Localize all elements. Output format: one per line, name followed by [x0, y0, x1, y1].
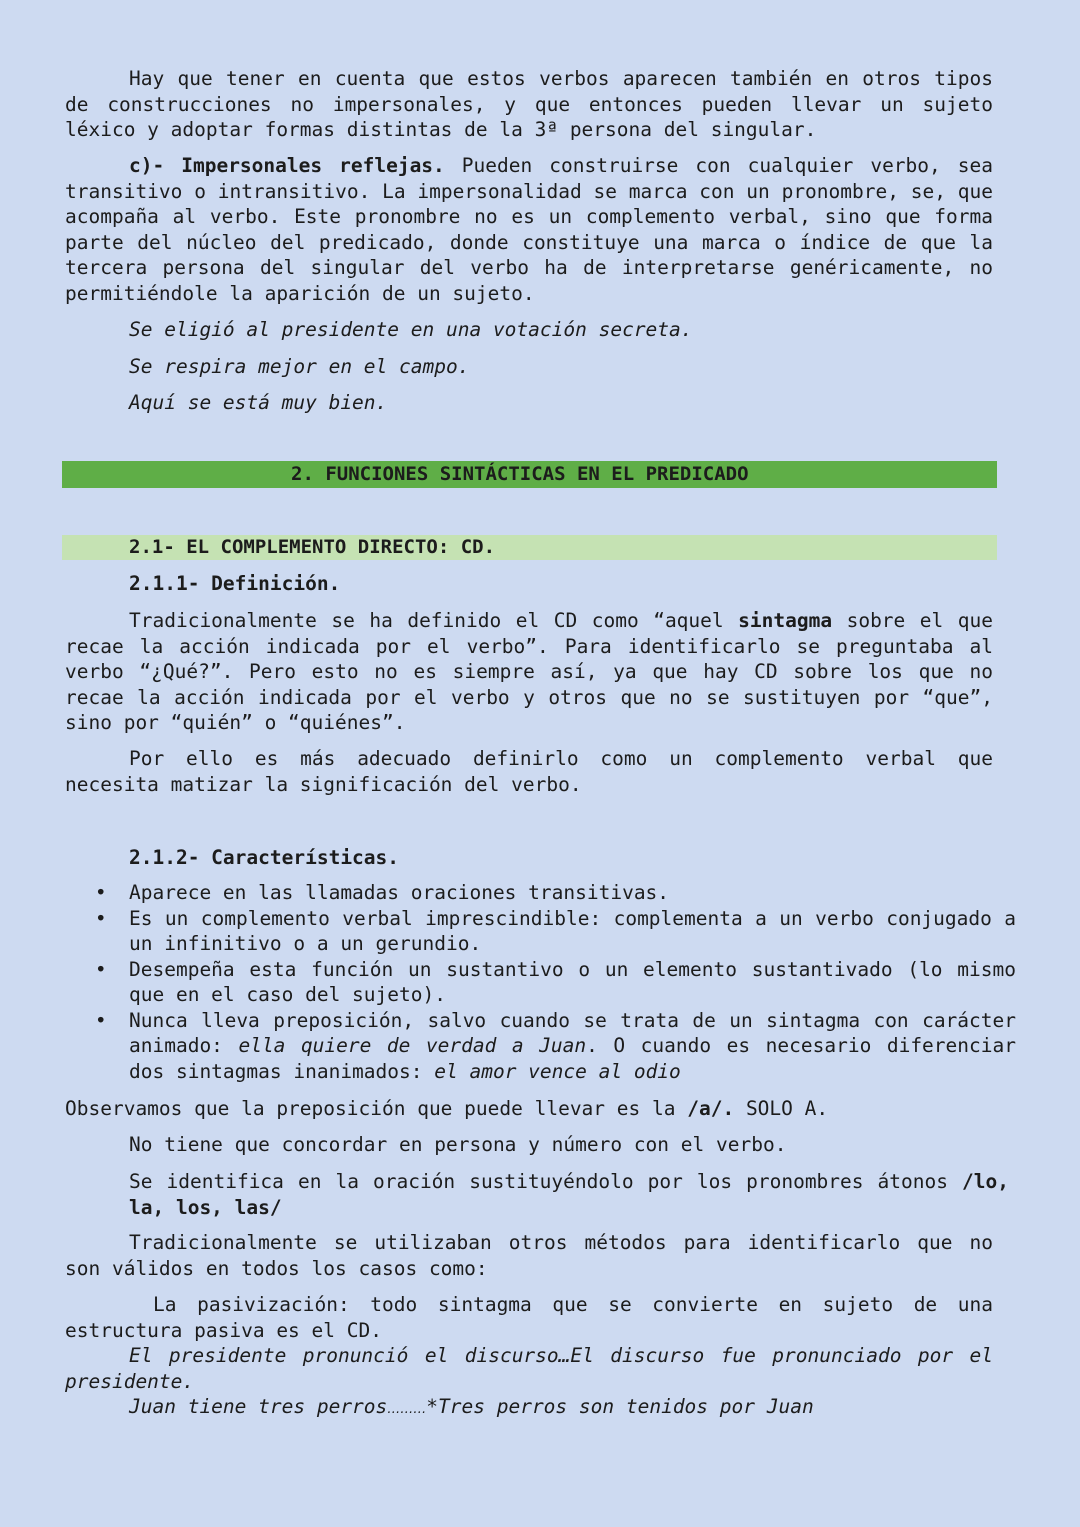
concordar-line: No tiene que concordar en persona y número con el verbo.: [129, 1133, 787, 1156]
observamos-text: SOLO A.: [734, 1097, 829, 1120]
example-text: *Tres perros son tenidos por Juan: [426, 1395, 814, 1418]
definicion-paragraph-1: [65, 608, 993, 736]
definicion-text: sobre el que recae la acción indicada por el verbo”. Para identificarlo se preguntaba al verbo “¿Qué?”. Pero esto no es siempre así, ya que hay CD sobre los que no recae la acción indicada por el verbo y otros que no se sustituyen por “que”, sino por “quién” o “quiénes”.: [65, 609, 994, 734]
list-item: [0, 957, 1016, 1008]
definicion-text: Tradicionalmente se ha definido el CD como “aquel: [129, 609, 739, 632]
intro-paragraph: Hay que tener en cuenta que estos verbos aparecen también en otros tipos de construcciones no impersonales, y que entonces pueden llevar un sujeto léxico y adoptar formas distintas de la 3ª persona del singular.: [65, 67, 993, 141]
example-dots: ………: [387, 1402, 427, 1417]
identifica-bold: /lo, la, los, las/: [129, 1170, 1009, 1219]
section-2-header: [62, 461, 997, 488]
example-sentence: Aquí se está muy bien.: [129, 391, 388, 414]
pasivizacion-paragraph: La pasivización: todo sintagma que se convierte en sujeto de una estructura pasiva es el CD.: [65, 1293, 993, 1342]
section-2-title: 2. FUNCIONES SINTÁCTICAS EN EL PREDICADO: [291, 463, 749, 485]
section-2-1-header: [62, 535, 997, 560]
caracteristicas-heading: 2.1.2- Características.: [129, 846, 400, 869]
definicion-bold-term: sintagma: [738, 609, 833, 632]
caracteristicas-list: [0, 880, 1016, 1084]
example-sentence: Se eligió al presidente en una votación secreta.: [129, 318, 693, 341]
definicion-heading: 2.1.1- Definición.: [129, 572, 341, 595]
observamos-paragraph: [65, 1096, 993, 1122]
list-item-text: Es un complemento verbal imprescindible: complementa a un verbo conjugado a un infinitivo o a un gerundio.: [129, 906, 1016, 955]
reflejas-label: c)- Impersonales reflejas.: [129, 154, 445, 177]
list-item-example: el amor vence al odio: [434, 1059, 681, 1083]
list-item-text: Nunca lleva preposición, salvo cuando se trata de un sintagma con carácter animado:: [129, 1008, 1016, 1057]
list-item: [0, 1008, 1016, 1085]
reflejas-text: Pueden construirse con cualquier verbo, sea transitivo o intransitivo. La impersonalidad se marca con un pronombre, se, que acompaña al verbo. Este pronombre no es un complemento verbal, sino que forma parte del núcleo del predicado, donde constituye una marca o índice de que la tercera persona del singular del verbo ha de interpretarse genéricamente, no permitiéndole la aparición de un sujeto.: [65, 154, 993, 305]
reflejas-paragraph: [65, 153, 993, 306]
observamos-bold: /a/.: [687, 1097, 735, 1120]
tradicional-paragraph: Tradicionalmente se utilizaban otros métodos para identificarlo que no son válidos en todos los casos como:: [65, 1231, 993, 1280]
bullet-icon: •: [95, 957, 107, 981]
pasivizacion-example-2: [129, 1394, 814, 1422]
list-item: [0, 880, 1016, 906]
list-item-text: Aparece en las llamadas oraciones transitivas.: [129, 881, 670, 904]
definicion-paragraph-2: Por ello es más adecuado definirlo como un complemento verbal que necesita matizar la significación del verbo.: [65, 747, 993, 796]
section-2-1-title: 2.1- EL COMPLEMENTO DIRECTO: CD.: [129, 536, 496, 558]
list-item-example: ella quiere de verdad a Juan: [238, 1034, 587, 1057]
identifica-paragraph: [129, 1169, 1009, 1220]
example-sentence: Se respira mejor en el campo.: [129, 355, 470, 378]
list-item-text: . O cuando es necesario diferenciar dos sintagmas inanimados:: [129, 1034, 1016, 1083]
list-item-text: Desempeña esta función un sustantivo o un elemento sustantivado (lo mismo que en el caso del sujeto).: [129, 957, 1016, 1006]
observamos-text: Observamos que la preposición que puede llevar es la: [65, 1097, 688, 1120]
bullet-icon: •: [95, 1008, 107, 1032]
bullet-icon: •: [95, 906, 107, 930]
list-item: [0, 906, 1016, 957]
identifica-text: Se identifica en la oración sustituyéndolo por los pronombres átonos: [129, 1170, 963, 1193]
example-text: Juan tiene tres perros: [129, 1395, 388, 1418]
bullet-icon: •: [95, 881, 107, 904]
pasivizacion-example-1: El presidente pronunció el discurso…El discurso fue pronunciado por el presidente.: [65, 1344, 993, 1393]
